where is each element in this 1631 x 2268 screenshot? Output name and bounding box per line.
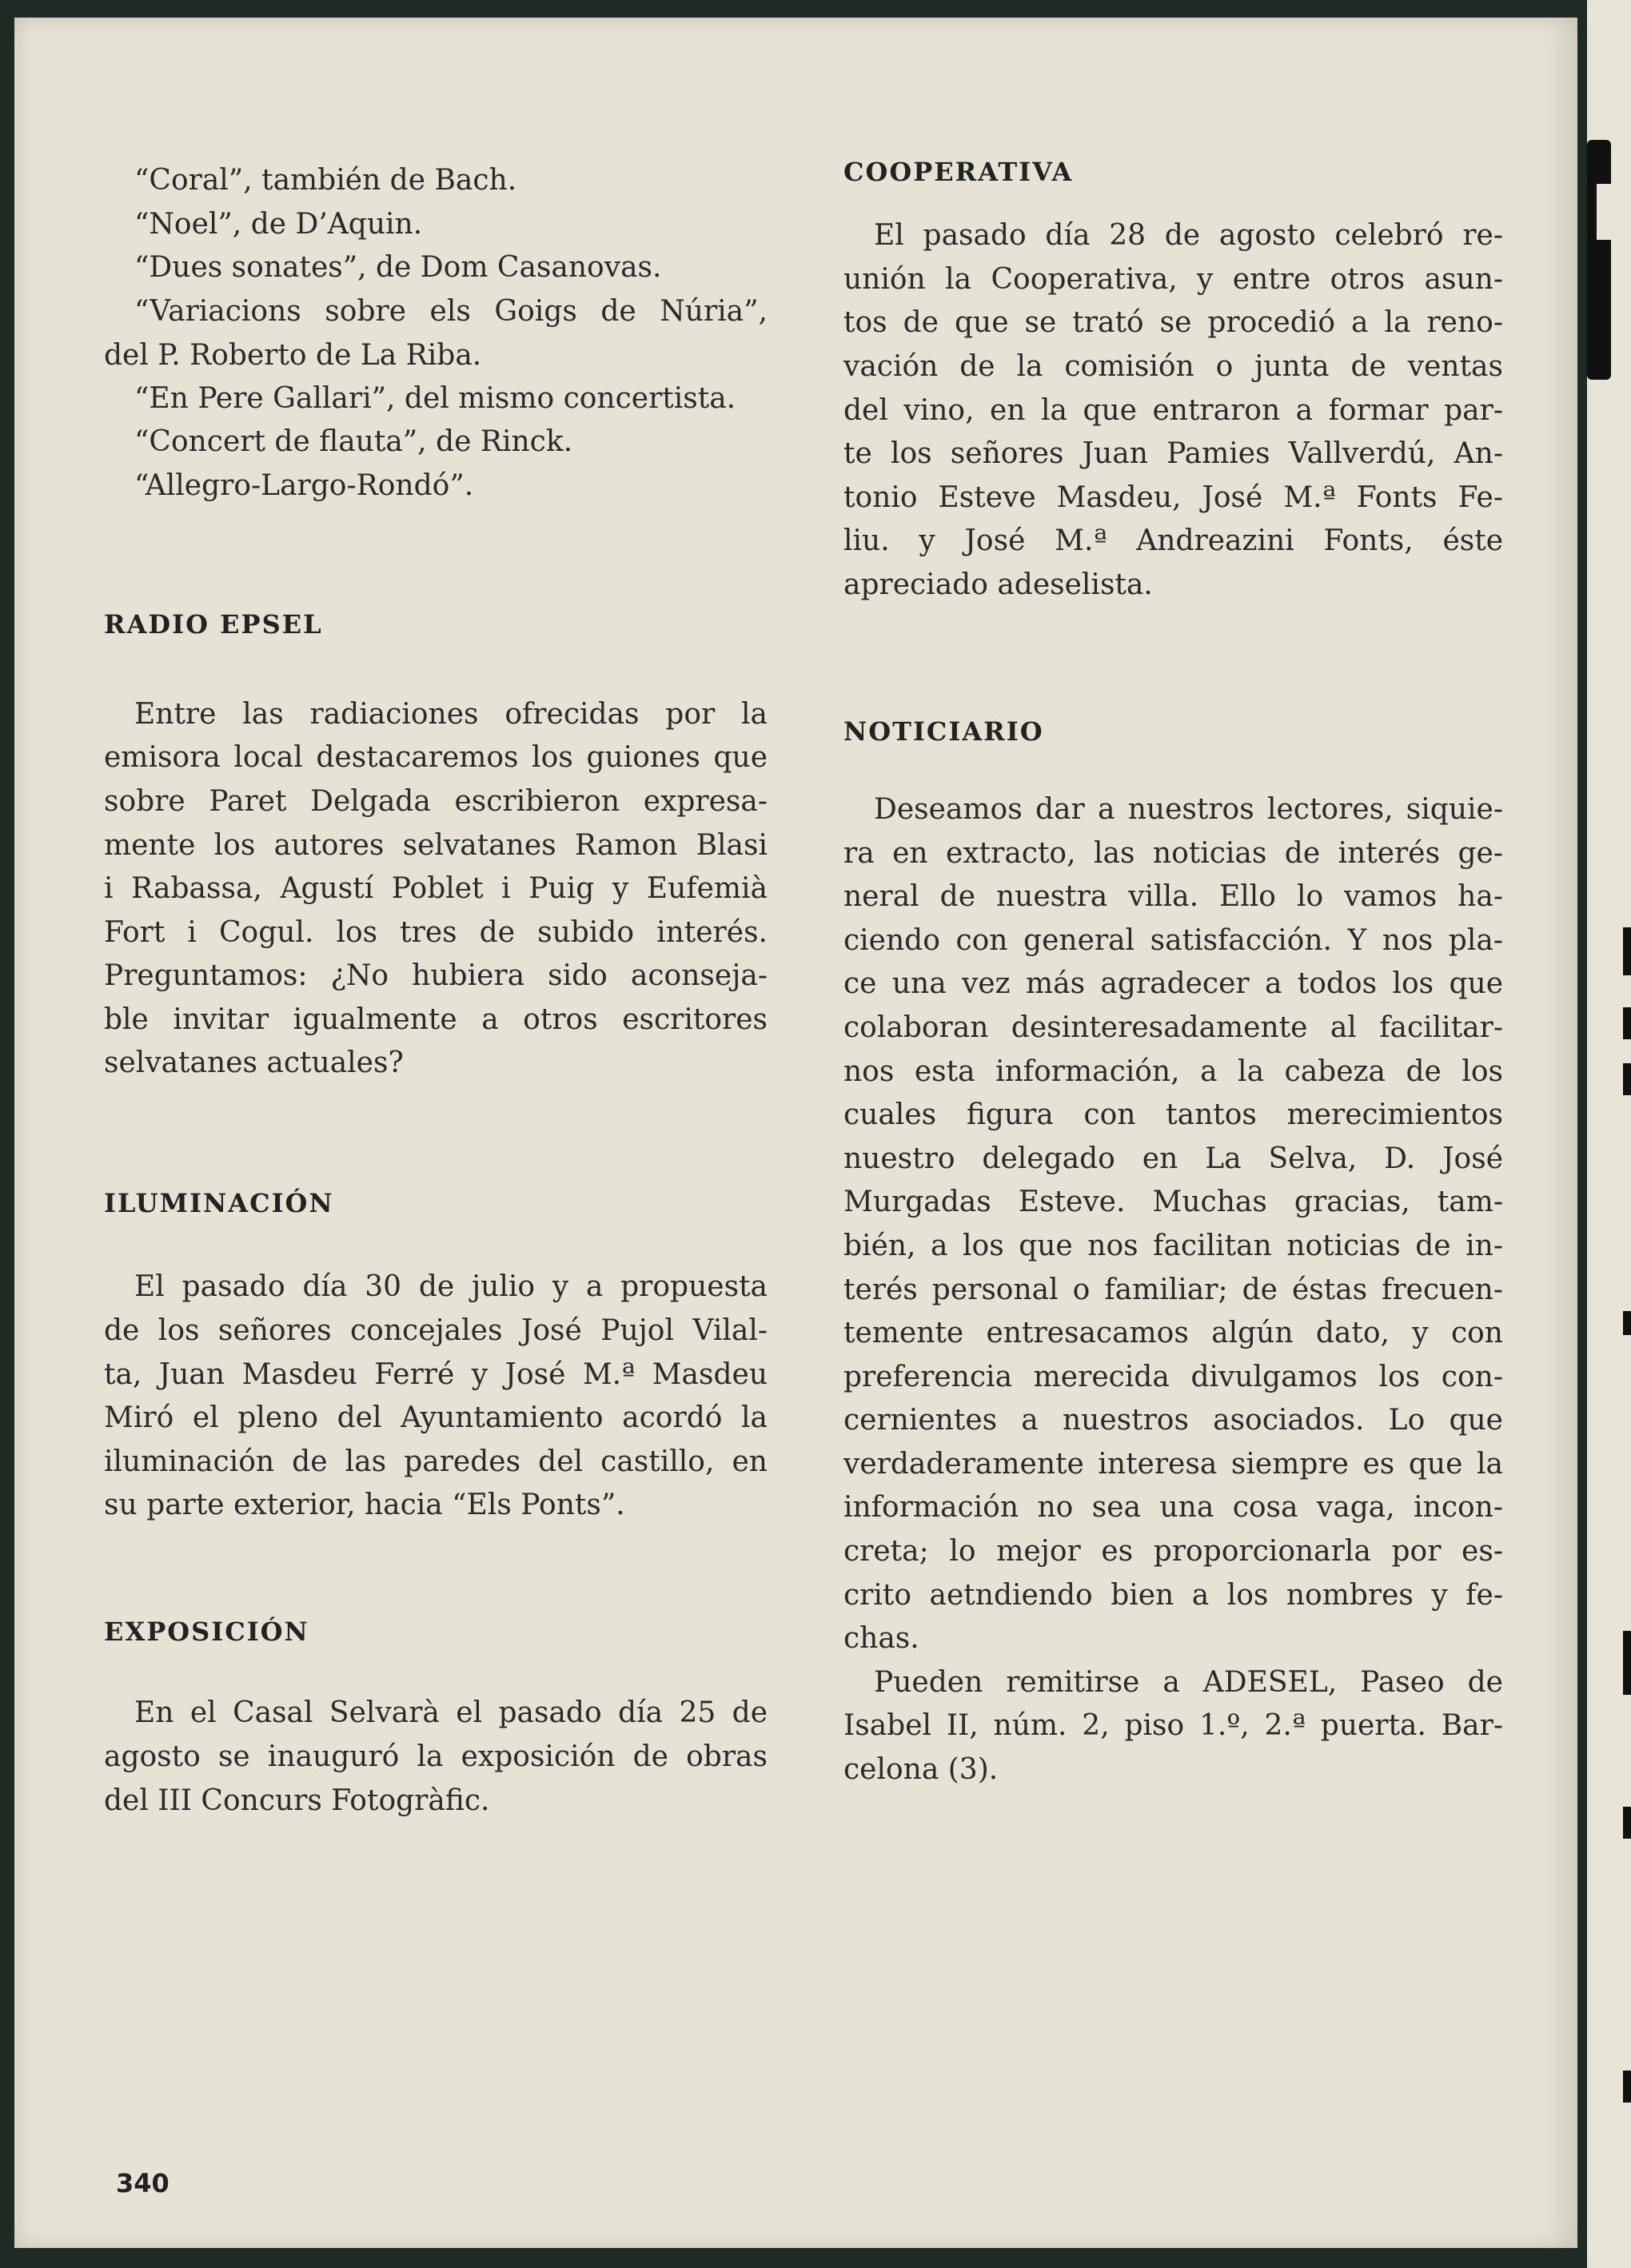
text-line: ce una vez más agradecer a todos los que	[843, 967, 1503, 1000]
text-line: Miró el pleno del Ayuntamiento acordó la	[104, 1401, 768, 1434]
section-heading-radio-epsel: RADIO EPSEL	[104, 609, 323, 640]
text-line: Deseamos dar a nuestros lectores, siquie-	[874, 793, 1503, 826]
text-line: Isabel II, núm. 2, piso 1.º, 2.ª puerta. Bar-	[843, 1709, 1503, 1742]
text-line: iluminación de las paredes del castillo, en	[104, 1445, 768, 1478]
program-line: del P. Roberto de La Riba.	[104, 339, 482, 372]
text-line: ble invitar igualmente a otros escritores	[104, 1003, 768, 1036]
text-line: crito aetndiendo bien a los nombres y fe-	[843, 1579, 1503, 1612]
text-line: agosto se inauguró la exposición de obras	[104, 1740, 768, 1773]
page-number: 340	[116, 2168, 169, 2198]
section-heading-cooperativa: COOPERATIVA	[843, 157, 1074, 187]
program-line: “Dues sonates”, de Dom Casanovas.	[134, 251, 662, 284]
text-line: información no sea una cosa vaga, incon-	[843, 1491, 1503, 1524]
text-line: tonio Esteve Masdeu, José M.ª Fonts Fe-	[843, 481, 1503, 514]
text-line: del vino, en la que entraron a formar par-	[843, 394, 1503, 427]
text-line: creta; lo mejor es proporcionarla por es-	[843, 1535, 1503, 1568]
text-line: nuestro delegado en La Selva, D. José	[843, 1142, 1503, 1175]
text-line: su parte exterior, hacia “Els Ponts”.	[104, 1489, 625, 1521]
text-line: Entre las radiaciones ofrecidas por la	[134, 698, 768, 731]
text-line: Pueden remitirse a ADESEL, Paseo de	[874, 1666, 1503, 1699]
text-line: cuales figura con tantos merecimientos	[843, 1098, 1503, 1131]
text-line: terés personal o familiar; de éstas frecuen-	[843, 1274, 1503, 1306]
text-line: del III Concurs Fotogràfic.	[104, 1784, 490, 1817]
text-line: unión la Cooperativa, y entre otros asun-	[843, 263, 1503, 296]
text-line: neral de nuestra villa. Ello lo vamos ha-	[843, 880, 1503, 913]
text-line: liu. y José M.ª Andreazini Fonts, éste	[843, 524, 1503, 557]
text-line: colaboran desinteresadamente al facilitar-	[843, 1011, 1503, 1044]
text-line: sobre Paret Delgada escribieron expresa-	[104, 785, 768, 818]
program-line: “Variacions sobre els Goigs de Núria”,	[134, 295, 768, 328]
text-line: te los señores Juan Pamies Vallverdú, An-	[843, 437, 1503, 470]
text-line: bién, a los que nos facilitan noticias de in-	[843, 1230, 1503, 1262]
text-line: preferencia merecida divulgamos los con-	[843, 1361, 1503, 1393]
program-line: “Allegro-Largo-Rondó”.	[134, 469, 474, 502]
text-line: de los señores concejales José Pujol Vilal-	[104, 1314, 768, 1347]
text-line: Preguntamos: ¿No hubiera sido aconseja-	[104, 959, 768, 992]
text-line: Fort i Cogul. los tres de subido interés.	[104, 916, 768, 949]
text-line: vación de la comisión o junta de ventas	[843, 350, 1503, 383]
text-line: celona (3).	[843, 1753, 999, 1786]
text-line: selvatanes actuales?	[104, 1046, 404, 1079]
program-line: “En Pere Gallari”, del mismo concertista.	[134, 382, 736, 415]
text-line: ta, Juan Masdeu Ferré y José M.ª Masdeu	[104, 1358, 768, 1391]
section-heading-exposicion: EXPOSICIÓN	[104, 1616, 309, 1647]
text-line: El pasado día 30 de julio y a propuesta	[134, 1270, 768, 1303]
text-line: Murgadas Esteve. Muchas gracias, tam-	[843, 1186, 1503, 1218]
text-line: cernientes a nuestros asociados. Lo que	[843, 1404, 1503, 1437]
text-line: tos de que se trató se procedió a la reno-	[843, 306, 1503, 339]
text-line: nos esta información, a la cabeza de los	[843, 1055, 1503, 1088]
text-line: mente los autores selvatanes Ramon Blasi	[104, 829, 768, 862]
text-line: chas.	[843, 1622, 919, 1655]
program-line: “Coral”, también de Bach.	[134, 164, 517, 197]
section-heading-iluminacion: ILUMINACIÓN	[104, 1188, 334, 1218]
text-line: verdaderamente interesa siempre es que la	[843, 1448, 1503, 1481]
program-line: “Concert de flauta”, de Rinck.	[134, 425, 573, 458]
text-line: emisora local destacaremos los guiones que	[104, 741, 768, 774]
adjacent-page-edge	[1587, 0, 1631, 2268]
program-line: “Noel”, de D’Aquin.	[134, 208, 423, 241]
text-line: ra en extracto, las noticias de interés ge-	[843, 837, 1503, 870]
text-line: ciendo con general satisfacción. Y nos pla-	[843, 924, 1503, 957]
text-line: temente entresacamos algún dato, y con	[843, 1317, 1503, 1349]
text-line: i Rabassa, Agustí Poblet i Puig y Eufemià	[104, 872, 768, 905]
section-heading-noticiario: NOTICIARIO	[843, 716, 1044, 747]
text-line: apreciado adeselista.	[843, 568, 1153, 601]
text-line: El pasado día 28 de agosto celebró re-	[874, 219, 1503, 252]
text-line: En el Casal Selvarà el pasado día 25 de	[134, 1696, 768, 1729]
